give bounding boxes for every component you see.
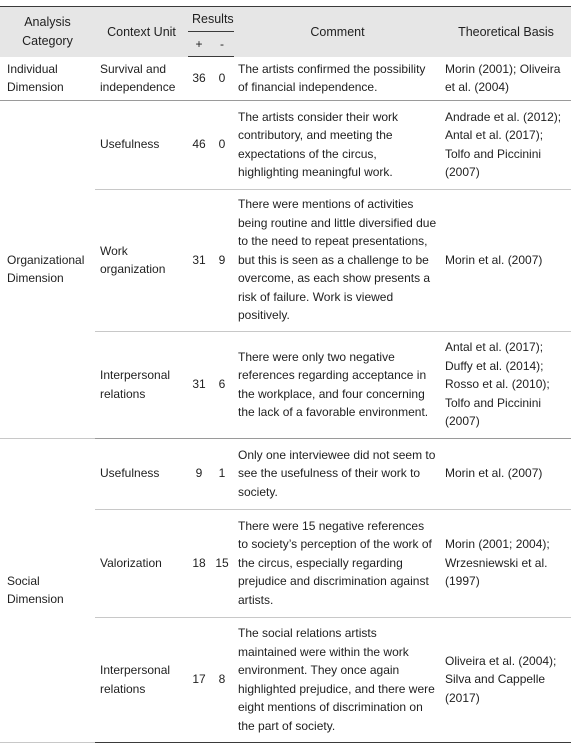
category-cell: Individual Dimension: [0, 57, 95, 101]
header-theoretical-basis: Theoretical Basis: [441, 7, 571, 57]
minus-cell: 15: [210, 509, 234, 617]
basis-cell: Morin et al. (2007): [441, 438, 571, 509]
plus-cell: 46: [188, 100, 210, 189]
plus-cell: 17: [188, 617, 210, 742]
unit-cell: Survival and independence: [95, 57, 188, 101]
unit-cell: Interpersonal relations: [95, 331, 188, 438]
header-analysis-category: Analysis Category: [0, 7, 95, 57]
basis-cell: Andrade et al. (2012); Antal et al. (2017); Tolfo and Piccinini (2007): [441, 100, 571, 189]
results-table: [0, 6, 571, 743]
comment-cell: Only one interviewee did not seem to see the usefulness of their work to society.: [234, 438, 441, 509]
category-cell: Social Dimension: [0, 438, 95, 742]
plus-cell: 9: [188, 438, 210, 509]
unit-cell: Usefulness: [95, 100, 188, 189]
comment-cell: There were 15 negative references to society’s perception of the work of the circus, especially regarding prejudice and discrimination against artists.: [234, 509, 441, 617]
basis-cell: Morin (2001); Oliveira et al. (2004): [441, 57, 571, 101]
basis-cell: Antal et al. (2017); Duffy et al. (2014); Rosso et al. (2010); Tolfo and Piccinini (2007): [441, 331, 571, 438]
header-results: Results: [188, 7, 234, 32]
category-cell: Organizational Dimension: [0, 100, 95, 438]
comment-cell: There were mentions of activities being routine and little diversified due to the need to repeat presentations, but this is seen as a challenge to be overcome, as each show presents a risk of failure. Work is viewed positively.: [234, 189, 441, 331]
plus-cell: 31: [188, 331, 210, 438]
minus-cell: 1: [210, 438, 234, 509]
basis-cell: Oliveira et al. (2004); Silva and Cappelle (2017): [441, 617, 571, 742]
basis-cell: Morin et al. (2007): [441, 189, 571, 331]
unit-cell: Interpersonal relations: [95, 617, 188, 742]
table-row: [0, 100, 571, 189]
unit-cell: Usefulness: [95, 438, 188, 509]
minus-cell: 0: [210, 100, 234, 189]
plus-cell: 36: [188, 57, 210, 101]
comment-cell: The artists confirmed the possibility of financial independence.: [234, 57, 441, 101]
comment-cell: There were only two negative references regarding acceptance in the workplace, and four concerning the lack of a favorable environment.: [234, 331, 441, 438]
unit-cell: Work organization: [95, 189, 188, 331]
table-header: [0, 7, 571, 57]
header-plus: +: [188, 32, 210, 57]
table-row: [0, 438, 571, 509]
minus-cell: 6: [210, 331, 234, 438]
plus-cell: 18: [188, 509, 210, 617]
header-comment: Comment: [234, 7, 441, 57]
plus-cell: 31: [188, 189, 210, 331]
basis-cell: Morin (2001; 2004); Wrzesniewski et al. (1997): [441, 509, 571, 617]
comment-cell: The artists consider their work contributory, and meeting the expectations of the circus, highlighting meaningful work.: [234, 100, 441, 189]
comment-cell: The social relations artists maintained were within the work environment. They once again highlighted prejudice, and there were eight mentions of discrimination on the part of society.: [234, 617, 441, 742]
table-row: [0, 57, 571, 101]
header-minus: -: [210, 32, 234, 57]
minus-cell: 0: [210, 57, 234, 101]
unit-cell: Valorization: [95, 509, 188, 617]
header-context-unit: Context Unit: [95, 7, 188, 57]
minus-cell: 9: [210, 189, 234, 331]
minus-cell: 8: [210, 617, 234, 742]
